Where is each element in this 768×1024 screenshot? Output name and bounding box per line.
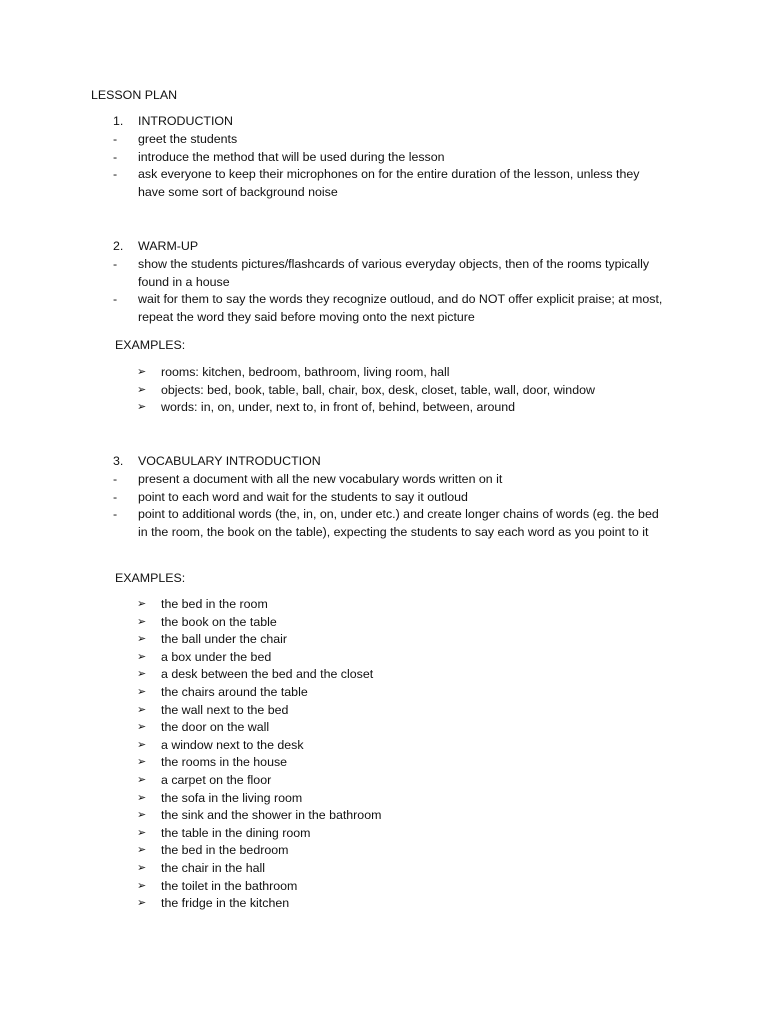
arrow-bullet-icon: ➢	[137, 721, 147, 734]
list-item	[0, 631, 381, 649]
list-item	[0, 649, 381, 667]
arrow-bullet-icon: ➢	[137, 703, 147, 716]
arrow-bullet-icon: ➢	[137, 401, 147, 414]
arrow-bullet-icon: ➢	[137, 650, 147, 663]
arrow-bullet-icon: ➢	[137, 861, 147, 874]
example-text: the book on the table	[161, 614, 277, 629]
example-text: the wall next to the bed	[161, 702, 289, 717]
section-warm-up	[0, 238, 768, 326]
list-item	[0, 878, 381, 896]
section-title: INTRODUCTION	[138, 114, 233, 128]
section-title: VOCABULARY INTRODUCTION	[138, 454, 321, 468]
list-item	[0, 666, 381, 684]
example-text: the chairs around the table	[161, 684, 308, 699]
example-text: a box under the bed	[161, 649, 272, 664]
arrow-bullet-icon: ➢	[137, 844, 147, 857]
dash-marker: -	[113, 292, 118, 307]
list-item	[0, 596, 381, 614]
list-item	[0, 737, 381, 755]
dash-marker: -	[113, 472, 118, 486]
list-item	[0, 506, 668, 541]
list-item	[0, 719, 381, 737]
section-title: WARM-UP	[138, 239, 199, 253]
list-item	[0, 790, 381, 808]
example-text: the toilet in the bathroom	[161, 878, 298, 893]
arrow-bullet-icon: ➢	[137, 773, 147, 786]
arrow-bullet-icon: ➢	[137, 366, 147, 378]
list-item	[0, 131, 668, 149]
list-item	[0, 256, 668, 291]
list-item	[0, 772, 381, 790]
section-heading	[0, 453, 768, 471]
arrow-bullet-icon: ➢	[137, 383, 147, 396]
arrow-bullet-icon: ➢	[137, 791, 147, 804]
dash-marker: -	[113, 132, 118, 146]
arrow-bullet-icon: ➢	[137, 756, 147, 769]
example-text: the table in the dining room	[161, 825, 311, 840]
list-item	[0, 291, 668, 326]
examples-list	[0, 364, 595, 417]
bullet-text: introduce the method that will be used during the lesson	[138, 149, 445, 164]
section-introduction	[0, 113, 768, 201]
list-item	[0, 382, 595, 400]
example-text: a desk between the bed and the closet	[161, 667, 374, 682]
arrow-bullet-icon: ➢	[137, 826, 147, 839]
example-text: rooms: kitchen, bedroom, bathroom, living room, hall	[161, 365, 450, 379]
example-text: the door on the wall	[161, 720, 270, 735]
section-number: 3.	[113, 454, 124, 468]
example-text: words: in, on, under, next to, in front of, behind, between, around	[161, 400, 516, 415]
bullet-text: present a document with all the new vocabulary words written on it	[138, 472, 503, 486]
example-text: a carpet on the floor	[161, 772, 272, 787]
list-item	[0, 364, 595, 382]
list-item	[0, 842, 381, 860]
section-number: 2.	[113, 239, 124, 253]
section-heading	[0, 113, 768, 131]
list-item	[0, 489, 668, 507]
list-item	[0, 754, 381, 772]
list-item	[0, 825, 381, 843]
list-item	[0, 684, 381, 702]
list-item	[0, 807, 381, 825]
dash-marker: -	[113, 507, 118, 522]
arrow-bullet-icon: ➢	[137, 897, 147, 910]
bullet-text: greet the students	[138, 132, 238, 146]
arrow-bullet-icon: ➢	[137, 615, 147, 628]
example-text: the rooms in the house	[161, 755, 288, 770]
bullet-text: wait for them to say the words they recognize outloud, and do NOT offer explicit praise; at most, repeat the word they said before moving onto the next picture	[138, 292, 663, 324]
arrow-bullet-icon: ➢	[137, 809, 147, 822]
section-heading	[0, 238, 768, 256]
arrow-bullet-icon: ➢	[137, 685, 147, 698]
list-item	[0, 471, 668, 489]
examples-label: EXAMPLES:	[115, 338, 186, 352]
example-text: the bed in the bedroom	[161, 843, 289, 858]
example-text: the bed in the room	[161, 597, 268, 611]
list-item	[0, 895, 381, 913]
list-item	[0, 702, 381, 720]
example-text: the ball under the chair	[161, 632, 288, 647]
bullet-list	[0, 256, 768, 326]
page-title: LESSON PLAN	[91, 88, 178, 102]
dash-marker: -	[113, 167, 118, 182]
dash-marker: -	[113, 149, 118, 164]
arrow-bullet-icon: ➢	[137, 879, 147, 892]
bullet-text: show the students pictures/flashcards of various everyday objects, then of the rooms typically found in a house	[138, 257, 650, 289]
section-number: 1.	[113, 114, 124, 128]
example-text: the fridge in the kitchen	[161, 896, 290, 911]
dash-marker: -	[113, 489, 118, 504]
bullet-text: ask everyone to keep their microphones on for the entire duration of the lesson, unless they have some sort of background noise	[138, 167, 640, 199]
list-item	[0, 149, 668, 167]
example-text: the sofa in the living room	[161, 790, 303, 805]
arrow-bullet-icon: ➢	[137, 668, 147, 681]
example-text: a window next to the desk	[161, 737, 304, 752]
bullet-text: point to each word and wait for the students to say it outloud	[138, 489, 468, 504]
example-text: the sink and the shower in the bathroom	[161, 808, 382, 823]
list-item	[0, 860, 381, 878]
bullet-list	[0, 471, 768, 541]
dash-marker: -	[113, 257, 118, 271]
examples-list	[0, 596, 381, 913]
bullet-list	[0, 131, 768, 201]
examples-label: EXAMPLES:	[115, 571, 186, 585]
arrow-bullet-icon: ➢	[137, 633, 147, 646]
arrow-bullet-icon: ➢	[137, 598, 147, 610]
section-vocabulary-introduction	[0, 453, 768, 541]
bullet-text: point to additional words (the, in, on, under etc.) and create longer chains of words (eg. the bed in the room, the book on the table), expecting the students to say each word as you point to it	[138, 507, 659, 539]
example-text: the chair in the hall	[161, 860, 266, 875]
list-item	[0, 166, 668, 201]
arrow-bullet-icon: ➢	[137, 738, 147, 751]
list-item	[0, 399, 595, 417]
example-text: objects: bed, book, table, ball, chair, box, desk, closet, table, wall, door, window	[161, 382, 595, 397]
list-item	[0, 614, 381, 632]
